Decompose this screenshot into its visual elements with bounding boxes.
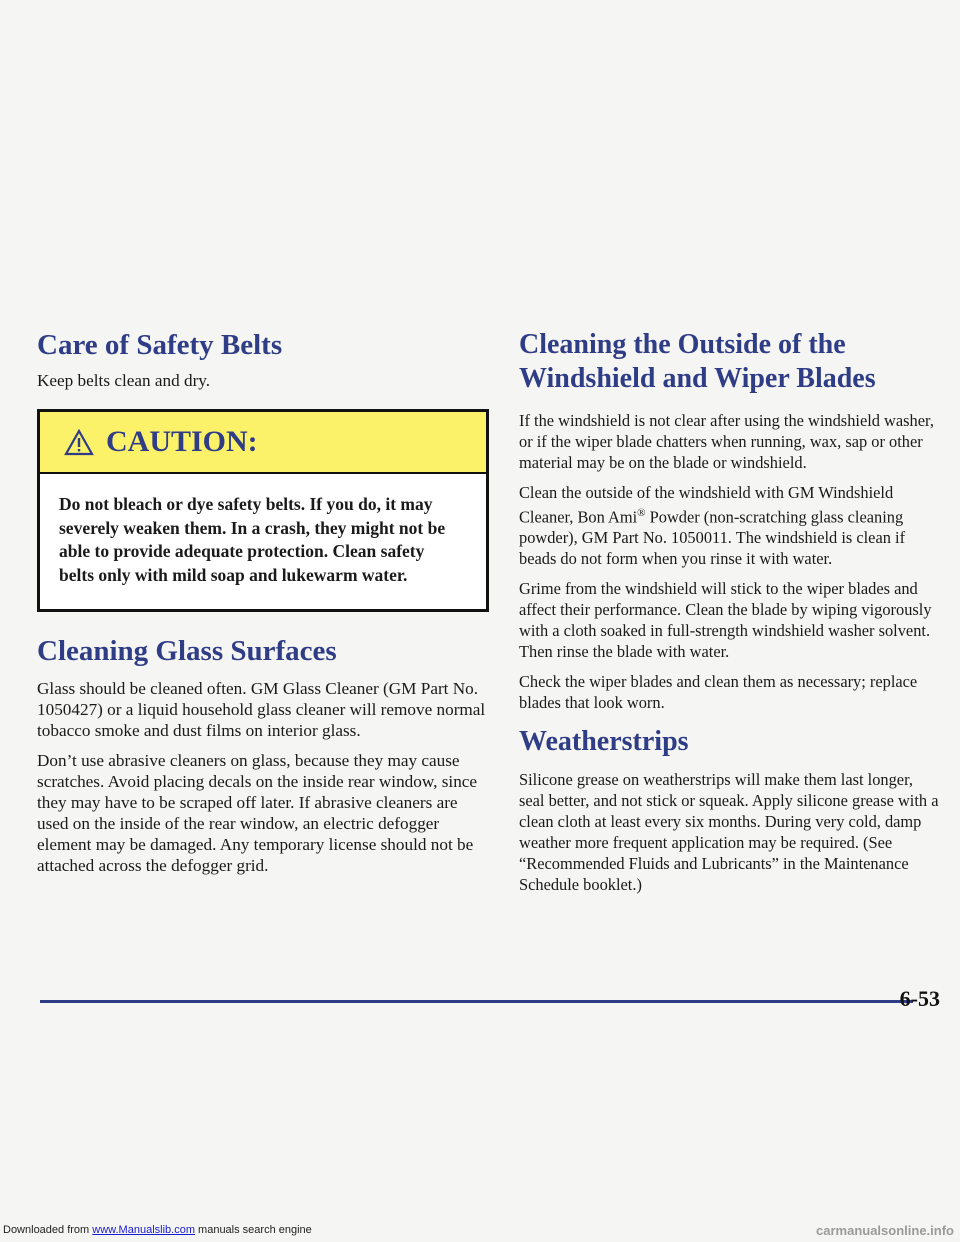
warning-triangle-icon — [64, 429, 94, 456]
caution-title: CAUTION: — [106, 425, 258, 458]
caution-box — [37, 409, 489, 612]
heading-windshield: Cleaning the Outside of the Windshield and Wiper Blades — [519, 329, 876, 394]
left-column — [37, 328, 487, 876]
footer-rule — [40, 1000, 913, 1003]
right-column — [519, 328, 939, 895]
registered-mark: ® — [637, 507, 646, 519]
windshield-paragraph-2-b: Powder (non-scratching glass cleaning powder), GM Part No. 1050011. The windshield is clean if beads do not form when you rinse it with water. — [519, 507, 906, 569]
watermark: carmanualsonline.info — [816, 1223, 954, 1238]
download-footer — [3, 1224, 312, 1236]
manualslib-link[interactable]: www.Manualslib.com — [92, 1224, 195, 1236]
glass-paragraph-2: Don’t use abrasive cleaners on glass, because they may cause scratches. Avoid placing decals on the inside rear window, since they may have to be scraped off later. If abrasive cleaners are used on the inside of the rear window, an electric defogger element may be damaged. Any temporary license should not be attached across the defogger grid. — [37, 751, 478, 875]
caution-header — [40, 412, 486, 474]
heading-cleaning-glass: Cleaning Glass Surfaces — [37, 635, 337, 667]
heading-care-safety-belts: Care of Safety Belts — [37, 329, 283, 361]
heading-weatherstrips: Weatherstrips — [519, 726, 689, 758]
caution-text: Do not bleach or dye safety belts. If you do, it may severely weaken them. In a crash, they might not be able to provide adequate protection. Clean safety belts only with mild soap and lukewarm water. — [59, 494, 446, 585]
windshield-paragraph-3: Grime from the windshield will stick to the wiper blades and affect their performance. Clean the blade by wiping vigorously with a cloth soaked in full-strength windshield washer solvent. Then rinse the blade with water. — [519, 579, 932, 662]
windshield-paragraph-2 — [519, 482, 939, 569]
download-footer-suffix: manuals search engine — [194, 1224, 312, 1236]
windshield-paragraph-2-a: Clean the outside of the windshield with GM Windshield Cleaner, Bon Ami — [519, 483, 894, 527]
page-number: 6-53 — [899, 986, 940, 1011]
windshield-paragraph-1: If the windshield is not clear after using the windshield washer, or if the wiper blade chatters when running, wax, sap or other material may be on the blade or windshield. — [519, 411, 934, 472]
windshield-paragraph-4: Check the wiper blades and clean them as necessary; replace blades that look worn. — [519, 672, 918, 713]
glass-paragraph-1: Glass should be cleaned often. GM Glass Cleaner (GM Part No. 1050427) or a liquid household glass cleaner will remove normal tobacco smoke and dust films on interior glass. — [37, 679, 486, 740]
intro-text: Keep belts clean and dry. — [37, 371, 211, 390]
download-footer-prefix: Downloaded from — [3, 1224, 93, 1236]
weatherstrips-paragraph: Silicone grease on weatherstrips will make them last longer, seal better, and not stick or squeak. Apply silicone grease with a clean cloth at least every six months. During very cold, damp weather more frequent application may be required. (See “Recommended Fluids and Lubricants” in the Maintenance Schedule booklet.) — [519, 770, 939, 895]
